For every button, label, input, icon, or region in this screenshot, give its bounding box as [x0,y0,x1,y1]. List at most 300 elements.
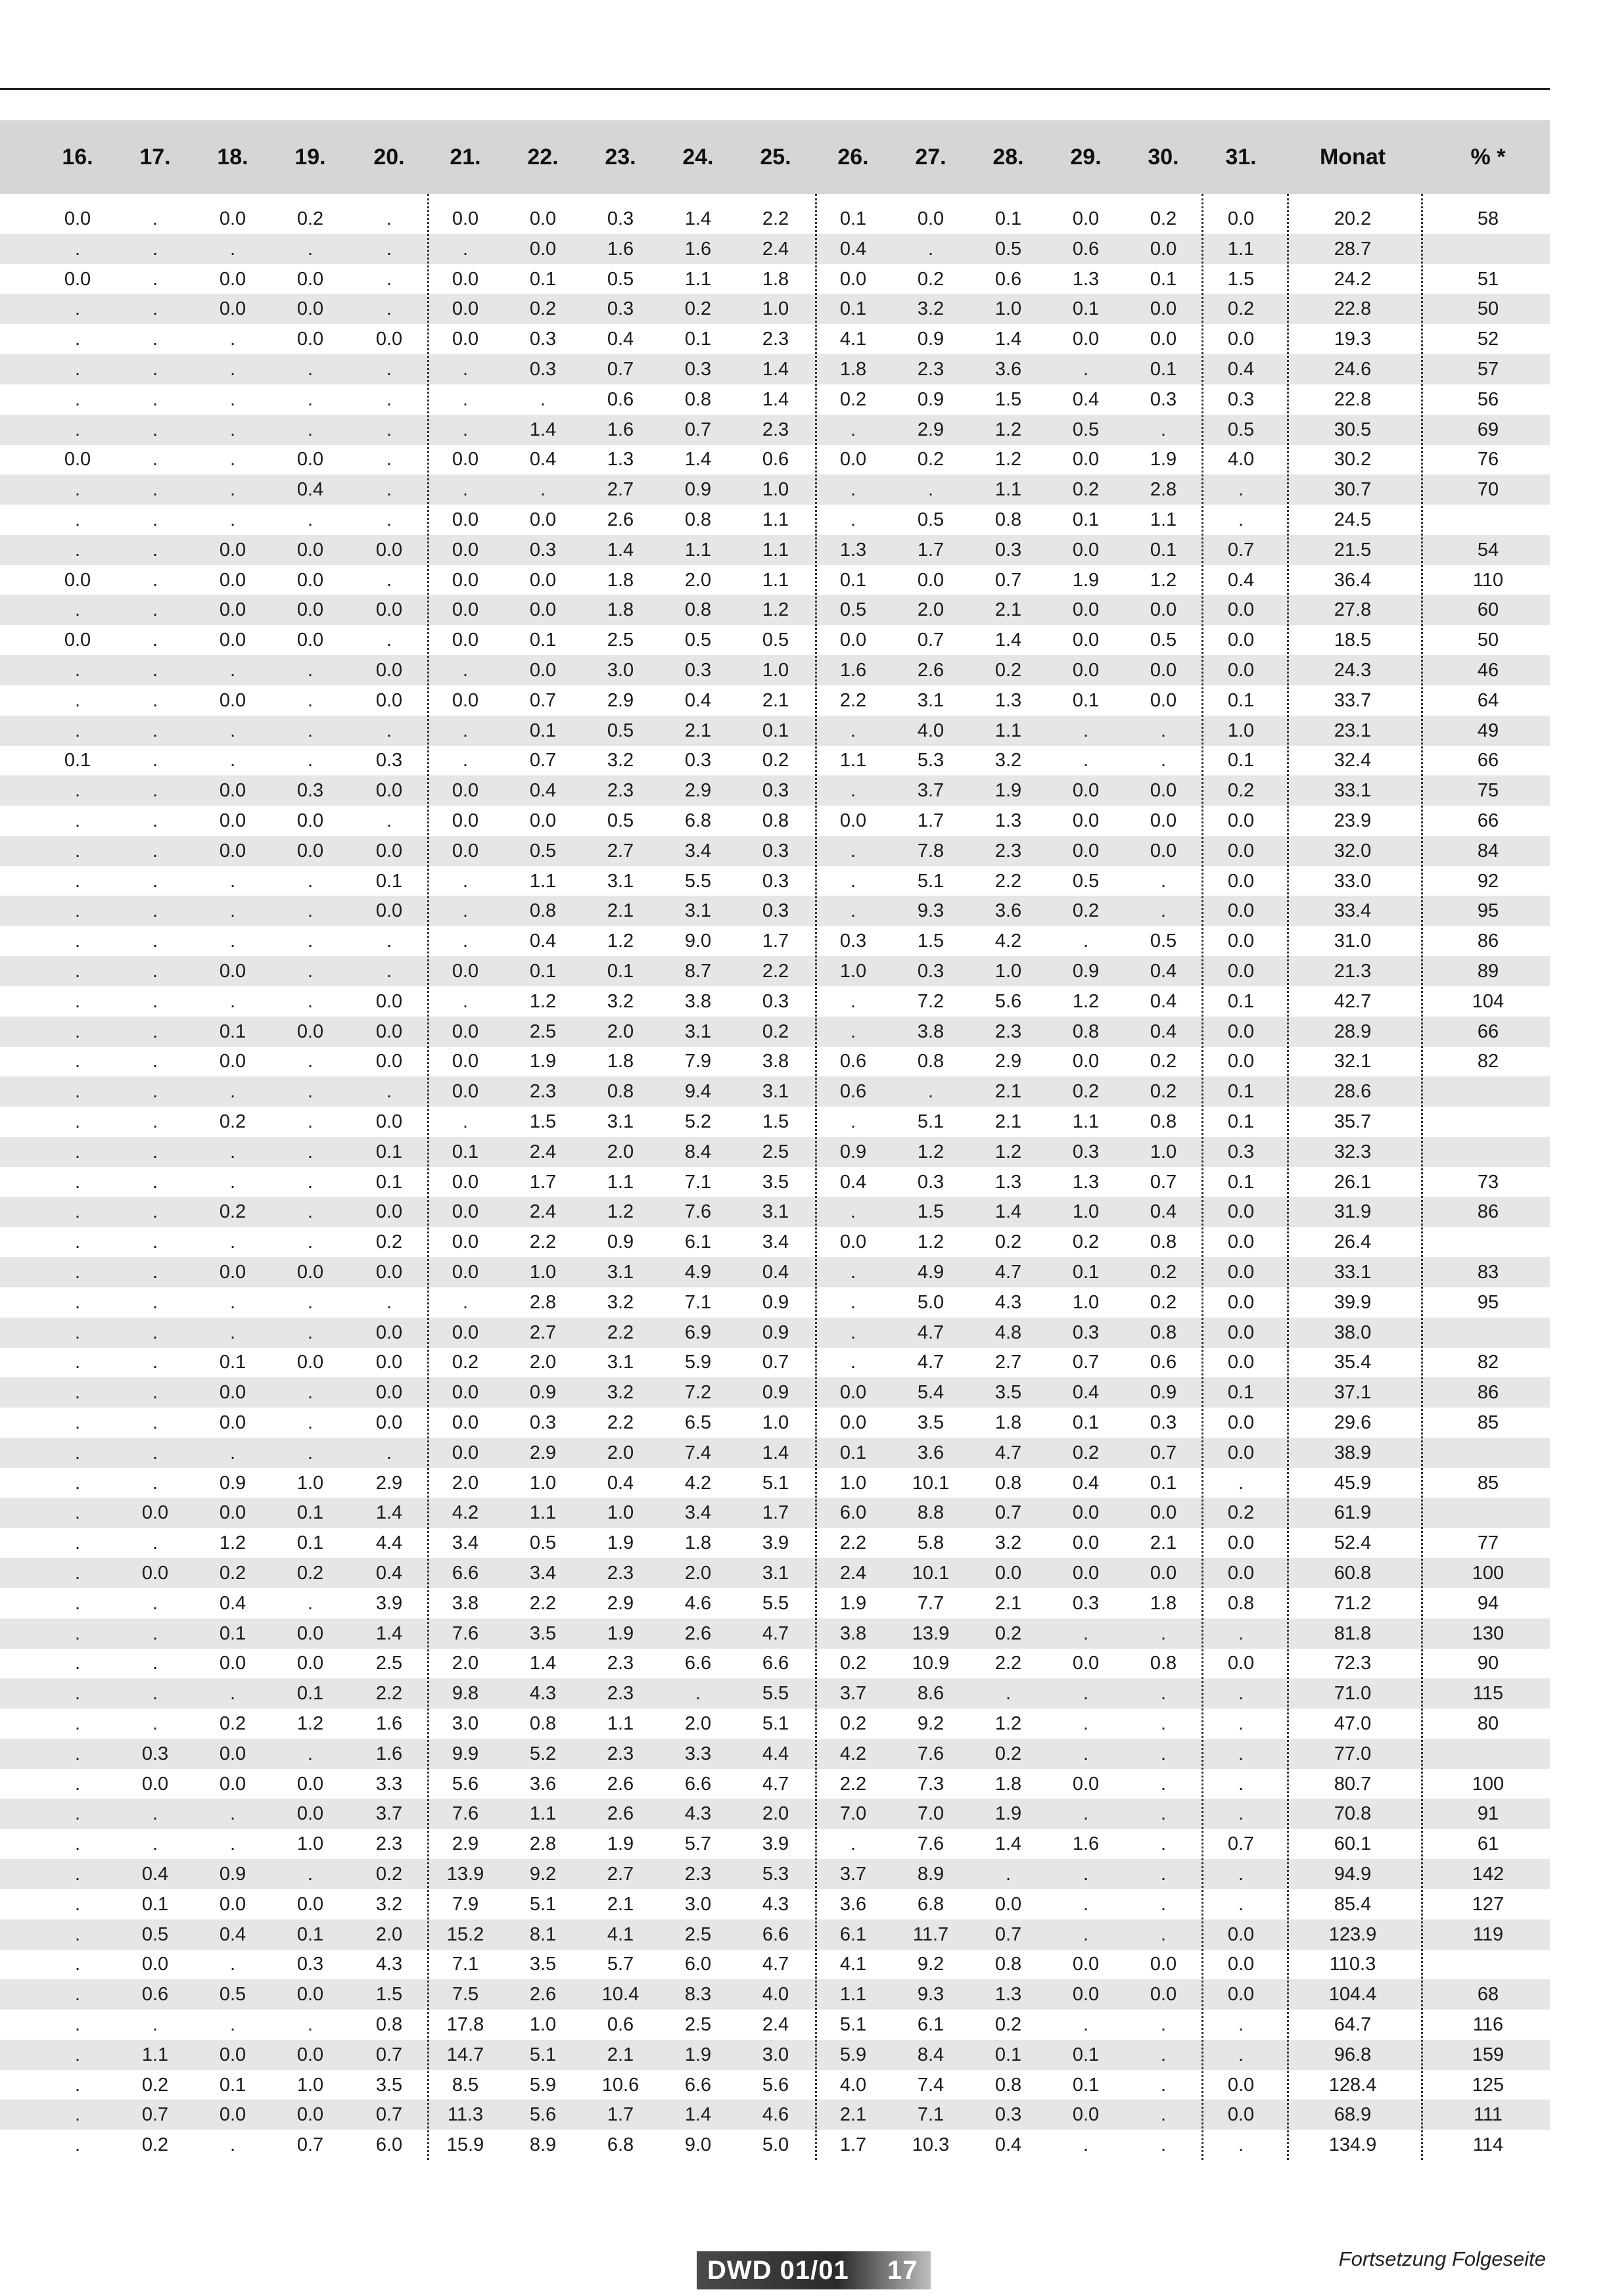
table-cell: 86 [1477,930,1499,952]
table-cell: 0.0 [452,268,479,290]
table-cell: 85 [1477,1412,1499,1433]
table-cell: 0.0 [296,268,324,290]
table-cell: 0.0 [452,329,479,350]
table-cell: 0.0 [452,840,479,861]
table-cell: . [152,1201,158,1223]
table-cell: . [850,419,856,440]
table-cell: 1.6 [375,1713,403,1734]
table-cell: 1.2 [917,1231,944,1253]
table-cell: 0.5 [839,599,867,621]
table-cell: 104.4 [1328,1984,1377,2006]
table-cell: . [1160,419,1167,440]
table-cell: 21.5 [1334,539,1372,561]
table-cell: . [74,689,81,711]
table-cell: . [927,238,934,260]
table-cell: 1.5 [994,388,1022,410]
table-cell: 2.1 [762,689,789,711]
table-cell: 7.6 [452,1622,479,1644]
table-cell: 0.2 [219,1111,246,1132]
table-cell: . [74,1713,81,1734]
table-cell: 0.2 [684,298,712,320]
table-cell: 0.1 [375,1141,403,1162]
table-cell: . [1160,1622,1167,1644]
table-cell: 1.5 [917,930,944,952]
table-cell: 0.1 [296,1532,324,1554]
table-cell: 0.6 [607,2014,634,2035]
table-cell: 3.1 [684,900,712,922]
table-cell: 75 [1477,780,1499,802]
table-cell: 3.1 [607,1352,634,1373]
table-cell: 1.8 [839,359,867,380]
table-cell: 1.1 [529,1502,557,1524]
table-cell: 0.2 [1150,208,1177,229]
table-cell: 3.0 [762,2044,789,2065]
table-cell: 2.5 [607,630,634,651]
table-cell: . [927,1081,934,1103]
table-cell: . [462,990,469,1012]
table-cell [1449,1107,1527,1137]
table-cell: 0.0 [375,689,403,711]
table-cell: 1.0 [529,2014,557,2035]
table-cell: . [74,1833,81,1855]
table-cell: 0.1 [219,1021,246,1042]
table-cell: 24.2 [1334,268,1372,290]
table-cell: 1.4 [994,630,1022,651]
table-cell: 9.3 [917,1984,944,2006]
table-cell: 3.4 [452,1532,479,1554]
table-cell: . [307,1321,314,1343]
table-cell: 0.7 [1227,1833,1255,1855]
table-cell: 0.7 [529,689,557,711]
table-cell: . [386,298,392,320]
table-cell: 3.8 [452,1592,479,1614]
table-cell: . [1083,1743,1089,1764]
table-cell: 0.0 [296,2044,324,2065]
table-cell: . [229,660,236,681]
table-cell: 36.4 [1334,569,1372,591]
table-cell: 1.9 [994,780,1022,802]
table-cell: 2.2 [762,961,789,982]
table-cell: 0.6 [839,1081,867,1103]
table-cell: 0.2 [1072,479,1100,501]
table-cell: 0.2 [219,1201,246,1223]
table-cell: 3.4 [684,1502,712,1524]
table-cell: 94 [1477,1592,1499,1614]
table-cell: 2.1 [607,900,634,922]
table-cell: 0.0 [452,630,479,651]
table-cell: 51 [1477,268,1499,290]
table-cell: 0.0 [452,1321,479,1343]
table-cell: 0.1 [994,2044,1022,2065]
table-cell: . [1160,1864,1167,1885]
table-cell: 0.0 [1227,1954,1255,1975]
table-cell: 0.2 [1150,1051,1177,1072]
table-cell: . [307,1412,314,1433]
table-cell: . [229,238,236,260]
table-cell: 24.3 [1334,660,1372,681]
table-cell: 37.1 [1334,1382,1372,1404]
table-cell: . [386,961,392,982]
table-cell: 4.2 [839,1743,867,1764]
table-cell: 0.0 [452,298,479,320]
table-cell: 3.2 [994,750,1022,771]
table-cell: 4.4 [762,1743,789,1764]
table-cell: 2.1 [607,2044,634,2065]
table-cell: 1.3 [994,1171,1022,1193]
table-cell: 73 [1477,1171,1499,1193]
table-cell: 1.2 [917,1141,944,1162]
table-cell: 0.0 [839,268,867,290]
table-cell: 0.1 [1227,750,1255,771]
table-cell: . [74,509,81,530]
table-cell: 0.0 [1072,1773,1100,1795]
table-cell: . [1083,1683,1089,1705]
table-cell: 1.5 [917,1201,944,1223]
column-separator [1421,194,1423,2160]
table-cell: 1.0 [762,479,789,501]
column-header: % * [1470,145,1506,170]
table-cell: 2.0 [607,1442,634,1463]
table-cell: 2.6 [607,1773,634,1795]
table-cell: 0.0 [219,840,246,861]
table-cell: 0.0 [917,208,944,229]
table-cell: 33.1 [1334,780,1372,802]
table-cell: 0.0 [1227,1021,1255,1042]
table-cell: 1.0 [1150,1141,1177,1162]
table-cell: 0.0 [452,961,479,982]
table-cell: . [152,268,158,290]
table-cell: 0.0 [219,569,246,591]
table-cell: . [386,359,392,380]
table-cell: 0.0 [296,840,324,861]
table-cell: 1.2 [994,1713,1022,1734]
table-cell: 0.5 [607,720,634,741]
table-cell: 1.4 [994,1201,1022,1223]
table-cell: 0.4 [219,1923,246,1945]
table-cell: . [152,359,158,380]
table-cell: 0.0 [1150,1502,1177,1524]
table-cell: . [307,1864,314,1885]
table-cell: 1.4 [994,329,1022,350]
table-cell: 0.0 [1150,660,1177,681]
table-cell: 2.5 [762,1141,789,1162]
table-cell: 3.1 [607,1262,634,1283]
table-cell: 1.3 [839,539,867,561]
table-cell: 2.0 [917,599,944,621]
table-cell: 0.0 [1072,1502,1100,1524]
table-cell: 9.0 [684,930,712,952]
table-cell: 5.2 [529,1743,557,1764]
table-cell: 0.0 [1227,1923,1255,1945]
table-cell: 6.0 [839,1502,867,1524]
table-cell: 2.1 [994,599,1022,621]
table-cell: 23.1 [1334,720,1372,741]
table-cell: 7.7 [917,1592,944,1614]
table-cell: 54 [1477,539,1499,561]
table-cell [1449,1076,1527,1107]
table-cell: 5.0 [917,1291,944,1313]
table-cell: 0.0 [1227,810,1255,831]
table-cell: 2.6 [607,1803,634,1825]
table-cell: 0.8 [994,509,1022,530]
table-cell: . [1083,1622,1089,1644]
column-header: 22. [527,145,559,170]
table-cell: 1.4 [375,1502,403,1524]
table-cell: . [850,1352,856,1373]
table-cell: 46 [1477,660,1499,681]
table-cell: . [152,329,158,350]
table-cell: 70.8 [1334,1803,1372,1825]
table-cell: . [307,1442,314,1463]
table-cell: . [1083,750,1089,771]
table-cell: . [307,1111,314,1132]
table-cell: 2.4 [762,238,789,260]
table-cell: 9.3 [917,900,944,922]
table-cell: 0.3 [1072,1321,1100,1343]
table-cell: 0.0 [1227,1051,1255,1072]
table-cell: 7.2 [917,990,944,1012]
table-cell: 31.9 [1334,1201,1372,1223]
table-cell: 8.7 [684,961,712,982]
table-cell: 1.2 [1072,990,1100,1012]
column-header: 30. [1148,145,1179,170]
table-cell: . [74,1051,81,1072]
table-cell: . [229,1442,236,1463]
table-cell: 1.0 [762,1412,789,1433]
table-cell: 0.9 [684,479,712,501]
table-cell: . [229,870,236,892]
table-cell: 64 [1477,689,1499,711]
table-cell: 0.8 [529,1713,557,1734]
table-cell: . [1238,1683,1244,1705]
table-cell: . [229,1321,236,1343]
table-cell: 2.7 [529,1321,557,1343]
table-cell: 0.1 [607,961,634,982]
table-cell: . [74,1923,81,1945]
table-cell: 6.8 [917,1893,944,1915]
table-cell: 7.3 [917,1773,944,1795]
table-cell: 24.6 [1334,359,1372,380]
table-cell: 0.0 [1072,208,1100,229]
table-cell: 0.3 [1227,1141,1255,1162]
table-cell: 1.1 [607,1171,634,1193]
table-cell: 1.0 [994,298,1022,320]
table-cell: 0.0 [219,689,246,711]
table-cell: 0.7 [994,1502,1022,1524]
table-cell: . [1238,1803,1244,1825]
table-cell: . [1238,1472,1244,1494]
table-cell: 0.3 [684,660,712,681]
table-cell: 2.5 [684,1923,712,1945]
table-cell: 0.0 [375,660,403,681]
table-cell: 0.0 [375,1051,403,1072]
table-cell: . [1238,1713,1244,1734]
table-cell: 0.0 [1227,1563,1255,1584]
table-cell: 95 [1477,1291,1499,1313]
table-cell: 29.6 [1334,1412,1372,1433]
table-cell: . [74,1984,81,2006]
table-cell: . [229,930,236,952]
table-cell: 0.0 [375,1111,403,1132]
table-cell: 0.1 [141,1893,169,1915]
table-cell: 0.1 [296,1502,324,1524]
table-cell: 1.0 [529,1472,557,1494]
table-cell: 7.1 [684,1291,712,1313]
table-cell: 6.1 [917,2014,944,2035]
table-cell: 0.1 [529,630,557,651]
table-cell: 1.5 [1227,268,1255,290]
table-cell: . [74,419,81,440]
table-cell: . [850,1262,856,1283]
table-cell: . [1083,1713,1089,1734]
table-cell: . [1160,1683,1167,1705]
table-cell: 0.1 [1072,1262,1100,1283]
table-cell: 0.0 [375,840,403,861]
table-cell: . [74,1021,81,1042]
table-cell: . [1083,1923,1089,1945]
table-cell: . [927,479,934,501]
table-cell: 0.0 [296,298,324,320]
table-cell: . [307,1171,314,1193]
table-cell: . [1238,2134,1244,2156]
table-cell: 0.3 [529,1412,557,1433]
table-cell: . [74,1563,81,1584]
table-cell: 33.0 [1334,870,1372,892]
table-cell: 84 [1477,840,1499,861]
table-cell: . [152,840,158,861]
table-cell: . [74,930,81,952]
table-cell: 0.0 [296,599,324,621]
table-cell: . [540,388,546,410]
table-cell: 1.2 [529,990,557,1012]
table-cell: . [307,1743,314,1764]
table-cell: 0.2 [219,1563,246,1584]
table-cell: . [152,1321,158,1343]
table-cell: . [74,2074,81,2096]
table-cell: 0.0 [375,1382,403,1404]
table-cell: 2.4 [529,1141,557,1162]
table-cell: 35.7 [1334,1111,1372,1132]
table-cell: 32.0 [1334,840,1372,861]
table-cell: 0.0 [1227,1231,1255,1253]
column-header: 25. [760,145,791,170]
table-cell: 0.4 [607,1472,634,1494]
table-cell: 3.6 [994,900,1022,922]
table-cell: 2.2 [994,870,1022,892]
table-cell: . [152,1472,158,1494]
table-cell: 0.0 [219,2044,246,2065]
table-cell: 0.3 [1072,1141,1100,1162]
table-cell: 0.4 [684,689,712,711]
table-cell: 1.9 [607,1622,634,1644]
table-cell: . [74,840,81,861]
table-cell: . [152,1382,158,1404]
table-cell: 10.1 [912,1563,950,1584]
table-cell: 2.8 [1150,479,1177,501]
table-cell: 1.4 [684,449,712,471]
table-cell: 0.0 [1072,1954,1100,1975]
table-cell: 114 [1472,2134,1504,2156]
table-cell: 38.9 [1334,1442,1372,1463]
table-cell: 28.7 [1334,238,1372,260]
table-cell: 2.4 [839,1563,867,1584]
table-cell: . [74,1472,81,1494]
table-cell: 0.8 [762,810,789,831]
table-cell: 0.1 [839,208,867,229]
table-cell: 0.0 [1227,961,1255,982]
table-cell: 1.0 [529,1262,557,1283]
table-cell: 4.7 [762,1773,789,1795]
table-cell: . [1160,750,1167,771]
table-cell: 2.2 [529,1231,557,1253]
table-cell: 3.2 [607,1291,634,1313]
table-cell: 4.8 [994,1321,1022,1343]
table-cell: 110.3 [1329,1954,1376,1975]
table-cell: 2.9 [994,1051,1022,1072]
table-cell: 2.3 [607,1563,634,1584]
table-cell: 0.0 [1227,1442,1255,1463]
table-cell: . [74,1773,81,1795]
table-cell: 0.0 [296,1984,324,2006]
table-cell: . [1083,1803,1089,1825]
table-cell: 3.3 [375,1773,403,1795]
table-cell: 0.0 [1150,1984,1177,2006]
table-cell: 123.9 [1328,1923,1377,1945]
table-cell: 1.9 [994,1803,1022,1825]
table-cell: 3.9 [375,1592,403,1614]
table-cell: 2.4 [762,2014,789,2035]
table-cell: . [74,2044,81,2065]
table-cell: 0.0 [452,780,479,802]
table-cell: 1.7 [839,2134,867,2156]
table-cell: 0.1 [296,1683,324,1705]
table-cell: 2.7 [607,840,634,861]
table-cell: 0.5 [1227,419,1255,440]
table-cell: . [74,1321,81,1343]
table-cell: 1.9 [1072,569,1100,591]
table-cell: . [74,1081,81,1103]
table-cell: 4.9 [684,1262,712,1283]
table-cell: 0.0 [1072,660,1100,681]
table-cell: 0.8 [1150,1231,1177,1253]
table-cell: 2.3 [607,1683,634,1705]
table-cell: 3.3 [684,1743,712,1764]
table-cell: 0.1 [1150,268,1177,290]
table-cell: 0.2 [762,750,789,771]
table-cell: 0.0 [296,1893,324,1915]
table-cell: . [850,990,856,1012]
table-cell: 0.0 [529,208,557,229]
table-cell: 100 [1472,1773,1504,1795]
table-cell: 0.1 [1227,990,1255,1012]
table-cell: 0.2 [917,268,944,290]
table-cell: 1.1 [141,2044,169,2065]
table-cell: . [74,329,81,350]
table-cell: 0.2 [1227,780,1255,802]
table-cell: 9.8 [452,1683,479,1705]
column-header: 20. [373,145,405,170]
table-cell: 5.1 [917,870,944,892]
table-cell: 4.7 [762,1622,789,1644]
table-cell: 2.7 [607,1864,634,1885]
table-cell: 0.2 [1150,1081,1177,1103]
table-cell [1449,1498,1527,1528]
table-cell: . [229,509,236,530]
table-cell: 0.0 [994,1893,1022,1915]
table-cell: 0.8 [375,2014,403,2035]
table-cell: 7.9 [684,1051,712,1072]
table-cell: . [152,388,158,410]
